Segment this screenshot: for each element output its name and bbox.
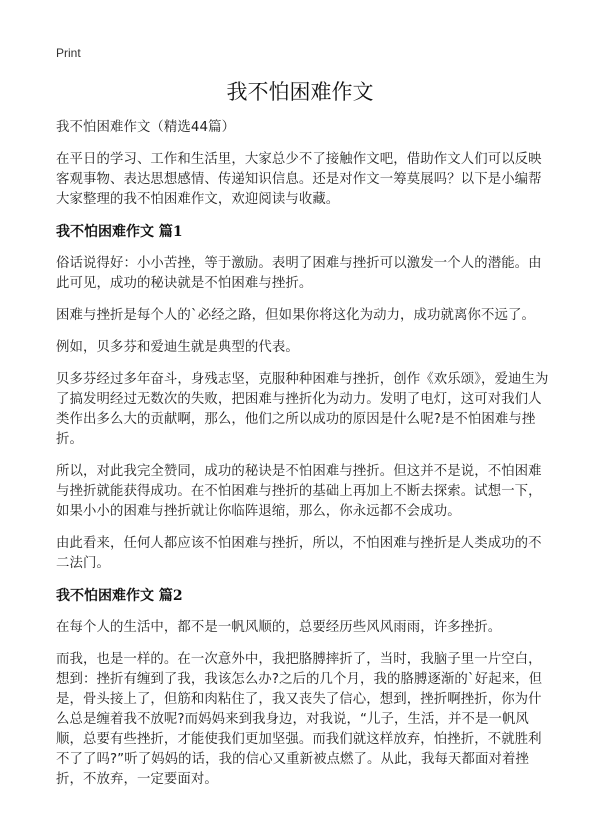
print-link[interactable]: Print (56, 46, 81, 60)
page-title: 我不怕困难作文 (226, 80, 374, 104)
section-1-paragraph-1: 俗话说得好：小小苦挫，等于激励。表明了困难与挫折可以激发一个人的潜能。由此可见，成功的秘诀就是不怕困难与挫折。 (56, 256, 542, 291)
section-1-paragraph-6: 由此看来，任何人都应该不怕困难与挫折，所以，不怕困难与挫折是人类成功的不二法门。 (56, 536, 542, 571)
article-body (56, 118, 551, 790)
article-subtitle: 我不怕困难作文（精选44篇） (56, 120, 236, 135)
section-2-paragraph-1: 在每个人的生活中，都不是一帆风顺的，总要经历些风风雨雨，许多挫折。 (56, 620, 502, 635)
section-1-paragraph-2: 困难与挫折是每个人的`必经之路，但如果你将这化为动力，成功就离你不远了。 (56, 308, 535, 323)
section-heading-2: 我不怕困难作文 篇2 (56, 588, 183, 604)
section-1-paragraph-3: 例如，贝多芬和爱迪生就是典型的代表。 (56, 340, 299, 355)
section-1-paragraph-5: 所以，对此我完全赞同，成功的秘诀是不怕困难与挫折。但这并不是说，不怕困难与挫折就能获得成功。在不怕困难与挫折的基础上再加上不断去探索。试想一下，如果小小的困难与挫折就让你临阵退缩，那么，你永远都不会成功。 (56, 464, 542, 519)
section-heading-1: 我不怕困难作文 篇1 (56, 224, 183, 240)
section-1-paragraph-4: 贝多芬经过多年奋斗，身残志坚，克服种种困难与挫折，创作《欢乐颂》，爱迪生为了搞发明经过无数次的失败，把困难与挫折化为动力。发明了电灯，这可对我们人类作出多么大的贡献啊，那么，他们之所以成功的原因是什么呢?是不怕困难与挫折。 (56, 372, 549, 447)
section-2-paragraph-2: 而我，也是一样的。在一次意外中，我把胳膊摔折了，当时，我脑子里一片空白，想到：挫折有缠到了我，我该怎么办?之后的几个月，我的胳膊逐渐的`好起来，但是，骨头接上了，但筋和肉粘住了，我又丧失了信心，想到，挫折啊挫折，你为什么总是缠着我不放呢?而妈妈来到我身边，对我说，“儿子，生活，并不是一帆风顺，总要有些挫折，才能使我们更加坚强。而我们就这样放弃，怕挫折，不就胜利不了了吗?”听了妈妈的话，我的信心又重新被点燃了。从此，我每天都面对着挫折，不放弃，一定要面对。 (56, 652, 543, 787)
intro-paragraph: 在平日的学习、工作和生活里，大家总少不了接触作文吧，借助作文人们可以反映客观事物、表达思想感情、传递知识信息。还是对作文一筹莫展吗？以下是小编帮大家整理的我不怕困难作文，欢迎阅读与收藏。 (56, 152, 542, 207)
